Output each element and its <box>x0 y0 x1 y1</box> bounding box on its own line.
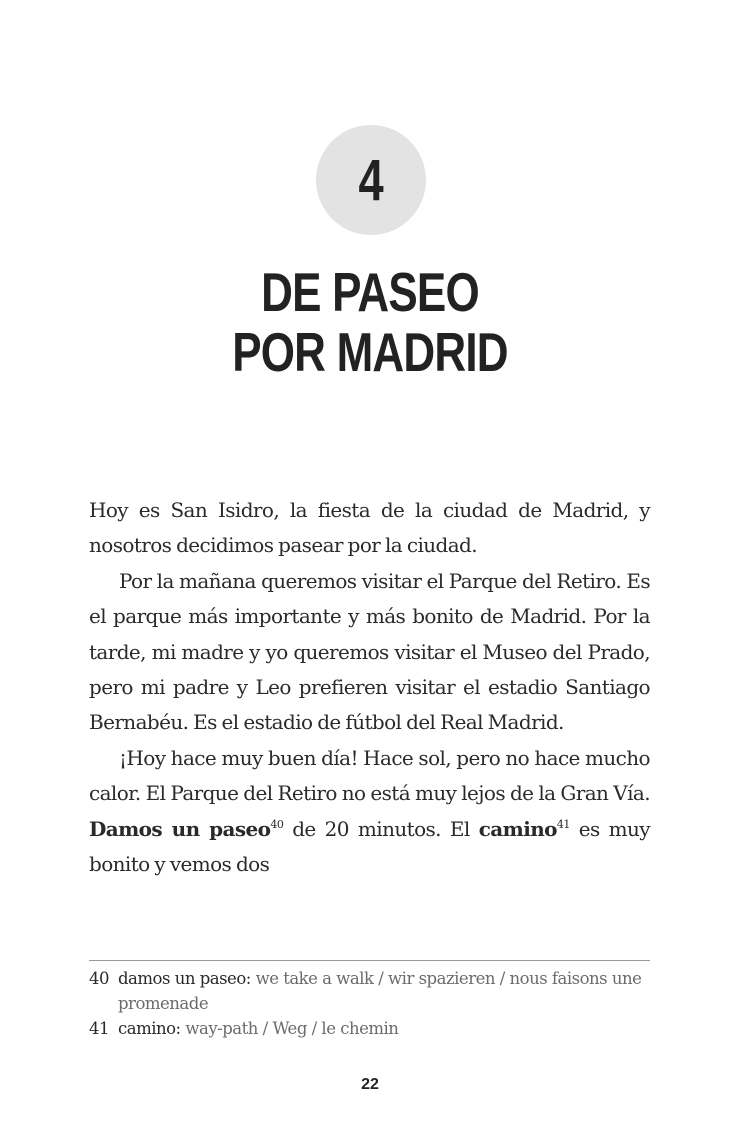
footnote-term: damos un paseo: <box>118 969 251 988</box>
footnote-divider <box>89 960 650 961</box>
chapter-number-badge <box>316 125 426 235</box>
chapter-title-line-1: DE PASEO <box>261 261 479 323</box>
page-number: 22 <box>361 1076 379 1093</box>
footnotes <box>89 966 650 1041</box>
footnote-number: 40 <box>89 969 109 988</box>
glossary-term-camino: camino <box>478 816 557 841</box>
glossary-term-damos-un-paseo: Damos un paseo <box>89 816 271 841</box>
chapter-number: 4 <box>358 147 384 213</box>
footnote-definition: we take a walk / wir spazieren / nous faisons une promenade <box>118 969 642 1013</box>
paragraph-2: Por la mañana queremos visitar el Parque del Retiro. Es el parque más importante y más bonito de Madrid. Por la tarde, mi madre y yo queremos visitar el Museo del Prado, pero mi padre y Leo prefieren visitar el estadio Santiago Bernabéu. Es el estadio de fútbol del Real Madrid. <box>89 568 650 735</box>
footnote-ref-41[interactable]: 41 <box>556 817 570 831</box>
paragraph-3-text-a: ¡Hoy hace muy buen día! Hace sol, pero no hace mucho calor. El Parque del Retiro no está muy lejos de la Gran Vía. <box>89 745 650 806</box>
footnote-41 <box>89 1016 650 1041</box>
footnote-definition: way-path / Weg / le chemin <box>185 1019 399 1038</box>
paragraph-1: Hoy es San Isidro, la fiesta de la ciudad de Madrid, y nosotros decidimos pasear por la ciudad. <box>89 498 650 558</box>
footnote-body <box>118 1016 398 1041</box>
footnote-40 <box>89 966 650 1016</box>
paragraph-3-text-c: es muy bonito y vemos dos <box>89 816 650 877</box>
footnote-term: camino: <box>118 1019 181 1038</box>
paragraph-3 <box>89 741 650 883</box>
body-text <box>89 493 650 882</box>
footnote-body <box>118 966 650 1016</box>
footnote-number: 41 <box>89 1019 109 1038</box>
footnote-ref-40[interactable]: 40 <box>270 817 284 831</box>
paragraph-3-text-b: de 20 minutos. El <box>292 816 470 841</box>
chapter-title <box>0 262 740 382</box>
chapter-title-line-2: POR MADRID <box>232 321 508 383</box>
